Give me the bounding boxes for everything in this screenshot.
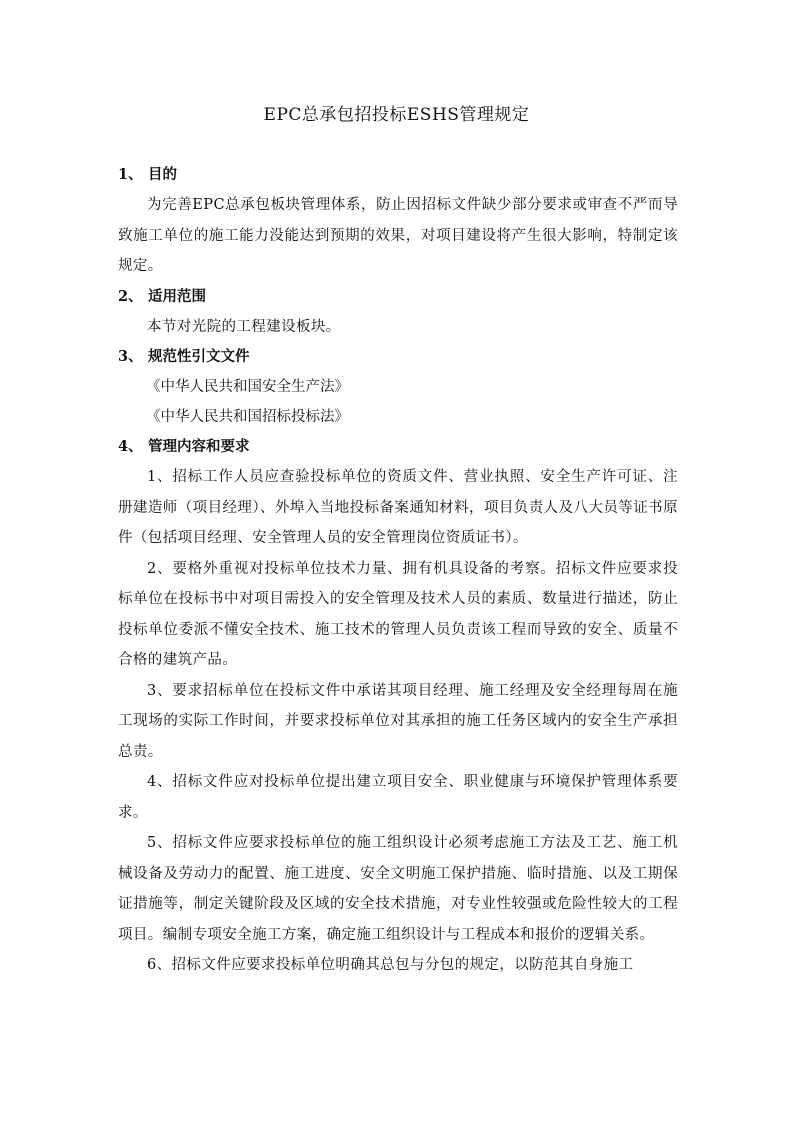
- requirement-paragraph: 4、招标文件应对投标单位提出建立项目安全、职业健康与环境保护管理体系要求。: [118, 774, 678, 821]
- reference-item: 《中华人民共和国招标投标法》: [146, 409, 349, 425]
- section-heading-requirements: [118, 432, 678, 462]
- requirement-paragraph: 1、招标工作人员应查验投标单位的资质文件、营业执照、安全生产许可证、注册建造师（项目经理）、外埠入当地投标备案通知材料，项目负责人及八大员等证书原件（包括项目经理、安全管理人员的安全管理岗位资质证书）。: [118, 469, 678, 546]
- section-number: 2、: [118, 287, 143, 305]
- document-body: [118, 160, 678, 981]
- section-heading-scope: [118, 282, 678, 312]
- section-title: 管理内容和要求: [148, 438, 250, 455]
- section-number: 4、: [118, 438, 143, 455]
- requirement-paragraph: 6、招标文件应要求投标单位明确其总包与分包的规定，以防范其自身施工: [147, 957, 634, 973]
- requirement-paragraph: 3、要求招标单位在投标文件中承诺其项目经理、施工经理及安全经理每周在施工现场的实际工作时间，并要求投标单位对其承担的施工任务区域内的安全生产承担总责。: [118, 682, 678, 760]
- section-number: 1、: [118, 166, 143, 183]
- document-title: EPC总承包招投标ESHS管理规定: [263, 105, 530, 125]
- paragraph: 为完善EPC总承包板块管理体系，防止因招标文件缺少部分要求或审查不严而导致施工单位的施工能力没能达到预期的效果，对项目建设将产生很大影响，特制定该规定。: [118, 197, 678, 274]
- section-heading-references: [118, 342, 678, 372]
- section-heading-purpose: [118, 160, 678, 190]
- section-title: 适用范围: [148, 287, 206, 305]
- section-number: 3、: [118, 348, 143, 365]
- section-title: 规范性引文文件: [148, 348, 250, 365]
- paragraph: 本节对光院的工程建设板块。: [147, 318, 341, 335]
- requirement-paragraph: 5、招标文件应要求投标单位的施工组织设计必须考虑施工方法及工艺、施工机械设备及劳动力的配置、施工进度、安全文明施工保护措施、临时措施、以及工期保证措施等，制定关键阶段及区域的安全技术措施，对专业性较强或危险性较大的工程项目。编制专项安全施工方案，确定施工组织设计与工程成本和报价的逻辑关系。: [118, 835, 678, 943]
- requirement-paragraph: 2、要格外重视对投标单位技术力量、拥有机具设备的考察。招标文件应要求投标单位在投标书中对项目需投入的安全管理及技术人员的素质、数量进行描述，防止投标单位委派不懂安全技术、施工技术的管理人员负责该工程而导致的安全、质量不合格的建筑产品。: [118, 560, 678, 668]
- reference-item: 《中华人民共和国安全生产法》: [146, 379, 349, 395]
- section-title: 目的: [148, 166, 177, 183]
